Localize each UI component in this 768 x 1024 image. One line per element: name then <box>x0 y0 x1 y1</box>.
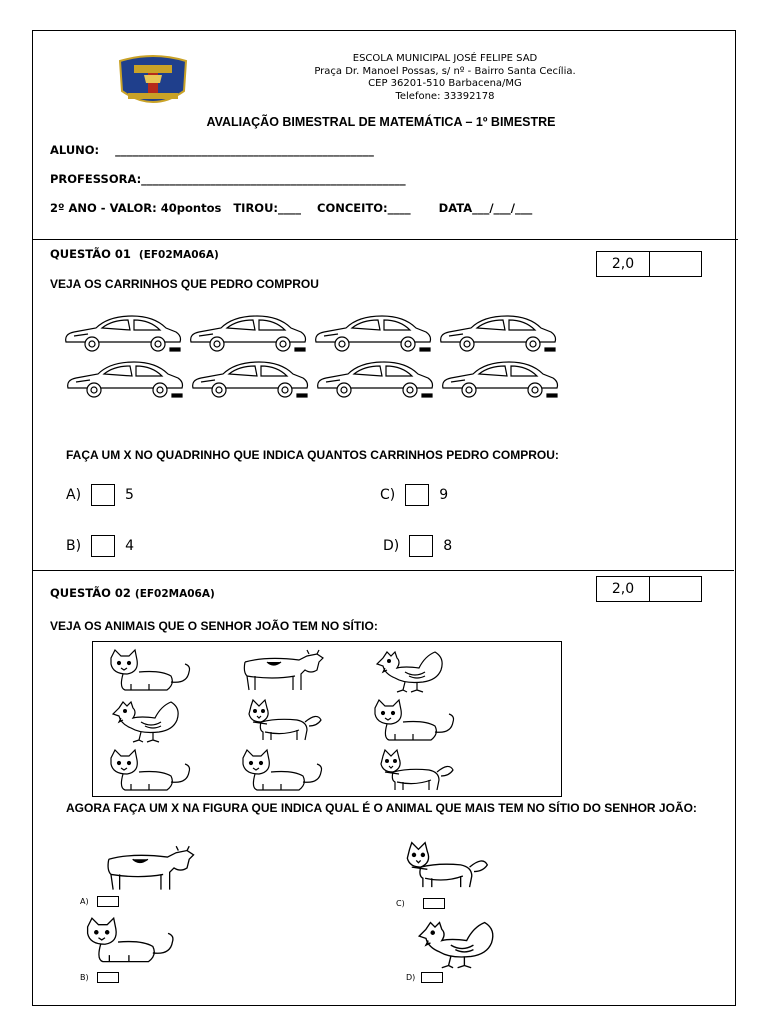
q1-option-a[interactable] <box>66 484 134 506</box>
cat-drawing <box>105 648 195 694</box>
q1-option-c-letter: C) <box>380 487 396 503</box>
student-name-field[interactable]: ALUNO: _____________________________________________ <box>50 143 374 157</box>
hen-drawing <box>105 698 195 744</box>
q2-option-d-letter: D) <box>406 973 416 982</box>
q1-option-c[interactable] <box>380 484 448 506</box>
q1-option-c-checkbox[interactable] <box>405 484 429 506</box>
car-drawing <box>187 312 309 354</box>
cat-drawing <box>237 748 327 794</box>
car-drawing <box>437 312 559 354</box>
q2-instruction: AGORA FAÇA UM X NA FIGURA QUE INDICA QUAL É O ANIMAL QUE MAIS TEM NO SÍTIO DO SENHOR JOÃO: <box>66 801 697 815</box>
teacher-name-field[interactable]: PROFESSORA:______________________________________________ <box>50 172 406 186</box>
q1-option-a-checkbox[interactable] <box>91 484 115 506</box>
car-drawing <box>62 312 184 354</box>
q1-title <box>50 247 219 261</box>
q1-option-d-letter: D) <box>383 538 400 554</box>
cat-picture[interactable] <box>80 916 180 966</box>
q1-number: QUESTÃO 01 <box>50 247 131 261</box>
car-drawing <box>314 358 436 400</box>
q2-option-c-checkbox[interactable] <box>423 898 445 909</box>
q1-option-b[interactable] <box>66 535 134 557</box>
school-cep: CEP 36201-510 Barbacena/MG <box>368 78 522 89</box>
cow-picture[interactable] <box>84 844 214 894</box>
cow-drawing <box>237 648 327 694</box>
grade-info-line[interactable]: 2º ANO - VALOR: 40pontos TIROU:____ CONCEITO:____ DATA___/___/___ <box>50 201 533 215</box>
q2-option-a-letter: A) <box>80 897 89 906</box>
cat-drawing <box>369 698 459 744</box>
q2-score-blank[interactable] <box>650 577 701 601</box>
q1-option-d[interactable] <box>383 535 452 557</box>
school-logo <box>114 53 192 109</box>
q1-code: (EF02MA06A) <box>138 249 219 261</box>
q2-score-box <box>596 576 702 602</box>
divider <box>32 570 734 571</box>
q2-option-b-letter: B) <box>80 973 89 982</box>
q2-option-b[interactable] <box>80 972 119 983</box>
dog-drawing <box>237 698 327 744</box>
q2-option-d-checkbox[interactable] <box>421 972 443 983</box>
q1-option-b-value: 4 <box>125 538 134 554</box>
school-info <box>270 53 620 103</box>
q1-option-a-value: 5 <box>125 487 134 503</box>
car-drawing <box>64 358 186 400</box>
car-drawing <box>312 312 434 354</box>
animals-grid <box>92 641 562 797</box>
car-drawing <box>189 358 311 400</box>
q1-score-value: 2,0 <box>597 252 650 276</box>
q1-option-d-value: 8 <box>443 538 453 554</box>
school-name: ESCOLA MUNICIPAL JOSÉ FELIPE SAD <box>352 53 538 64</box>
hen-drawing <box>369 648 459 694</box>
q2-option-b-checkbox[interactable] <box>97 972 119 983</box>
cars-illustration <box>62 312 572 404</box>
hen-picture[interactable] <box>404 918 518 970</box>
q1-option-c-value: 9 <box>439 487 449 503</box>
q1-prompt: VEJA OS CARRINHOS QUE PEDRO COMPROU <box>50 277 319 291</box>
q2-option-a-checkbox[interactable] <box>97 896 119 907</box>
q2-option-c[interactable] <box>396 898 445 909</box>
q1-score-box <box>596 251 702 277</box>
q2-score-value: 2,0 <box>597 577 650 601</box>
school-phone: Telefone: 33392178 <box>395 90 495 102</box>
q2-prompt: VEJA OS ANIMAIS QUE O SENHOR JOÃO TEM NO SÍTIO: <box>50 619 378 633</box>
q2-title <box>50 586 215 600</box>
q2-option-d[interactable] <box>406 972 443 983</box>
exam-title: AVALIAÇÃO BIMESTRAL DE MATEMÁTICA – 1º BIMESTRE <box>206 115 556 129</box>
q1-option-b-checkbox[interactable] <box>91 535 115 557</box>
cat-drawing <box>105 748 195 794</box>
q2-option-c-letter: C) <box>396 899 405 908</box>
car-drawing <box>439 358 561 400</box>
q1-score-blank[interactable] <box>650 252 701 276</box>
q1-option-d-checkbox[interactable] <box>409 535 433 557</box>
q1-option-b-letter: B) <box>66 538 82 554</box>
dog-drawing <box>369 748 459 794</box>
q1-instruction: FAÇA UM X NO QUADRINHO QUE INDICA QUANTOS CARRINHOS PEDRO COMPROU: <box>66 448 559 462</box>
divider <box>32 239 738 240</box>
q1-option-a-letter: A) <box>66 487 82 503</box>
q2-code: (EF02MA06A) <box>134 588 215 600</box>
q2-option-a[interactable] <box>80 896 119 907</box>
dog-picture[interactable] <box>394 840 494 892</box>
q2-number: QUESTÃO 02 <box>50 586 131 600</box>
school-address: Praça Dr. Manoel Possas, s/ nº - Bairro Santa Cecília. <box>314 65 576 77</box>
